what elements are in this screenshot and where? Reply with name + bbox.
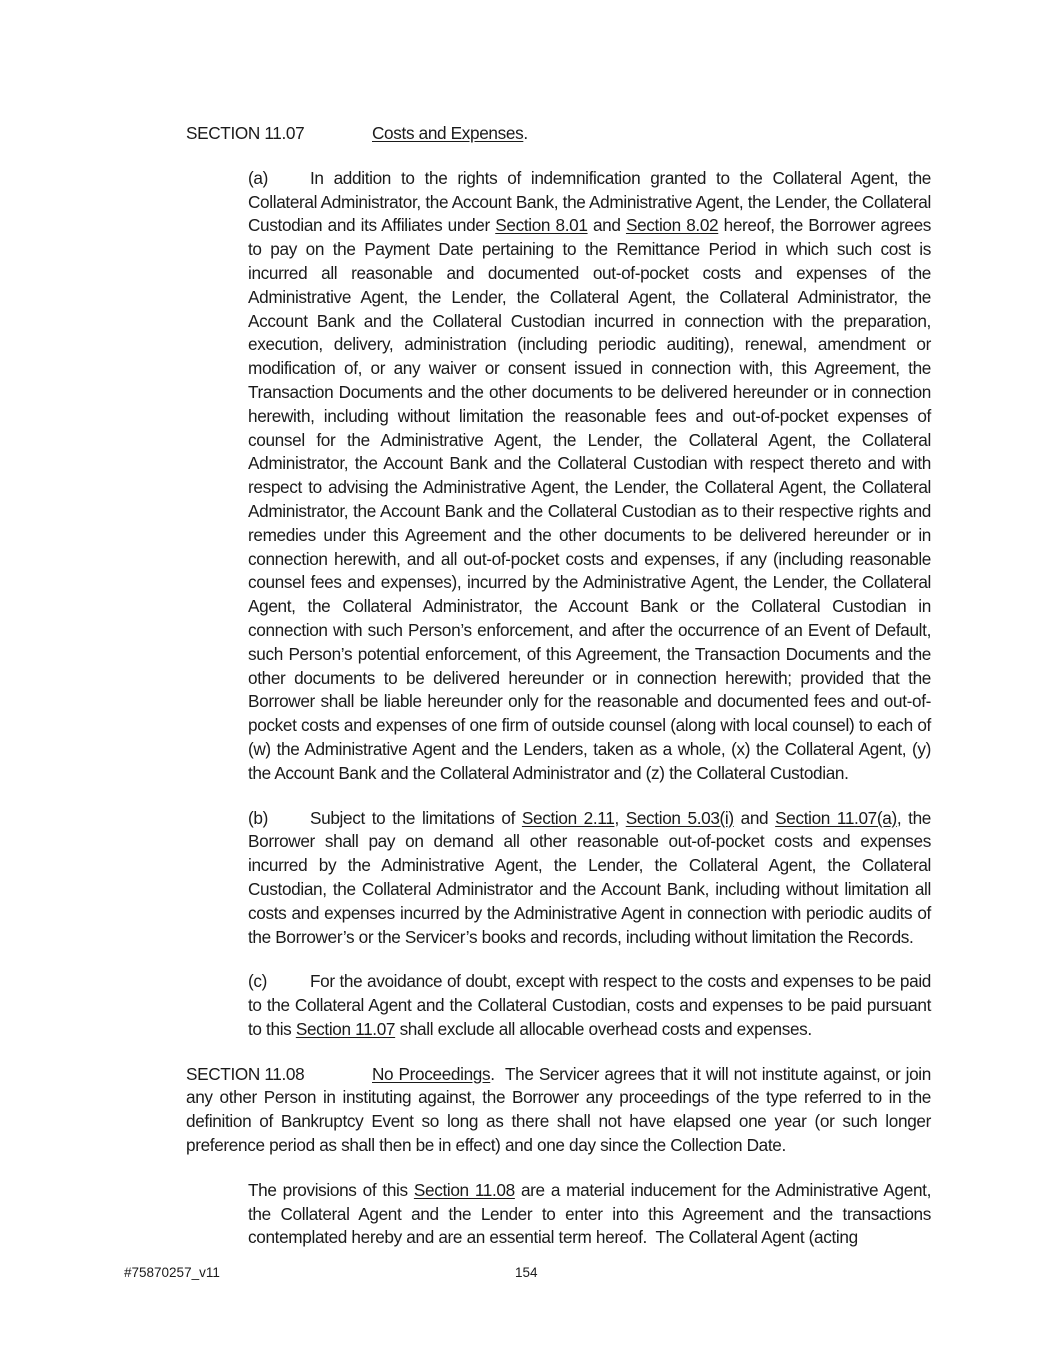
section-title: Costs and Expenses	[372, 123, 524, 143]
section-reference: Section 5.03(i)	[625, 807, 734, 828]
document-page	[124, 122, 936, 1271]
paragraph-label: (b)	[248, 807, 268, 828]
section-number: SECTION 11.08	[186, 1063, 305, 1084]
section-reference: Section 11.07(a)	[775, 807, 897, 828]
section-reference: Section 8.01	[495, 215, 588, 236]
section-11-08-paragraph-2: The provisions of this Section 11.08 are a material inducement for the Administrative Agent, the Collateral Agent and the Lender to enter into this Agreement and the transactions contemplated hereby and are an essential term hereof. The Collateral Agent (acting	[248, 1179, 936, 1248]
section-11-08: SECTION 11.08 No Proceedings. The Servicer agrees that it will not institute against, or join any other Person in instituting against, the Borrower any proceedings of the type referred to in the definition of Bankruptcy Event so long as there shall not have elapsed one year (or such longer preference period as shall then be in effect) and one day since the Collection Date.	[186, 1063, 936, 1156]
paragraph-a: (a) In addition to the rights of indemnification granted to the Collateral Agent, the Collateral Administrator, the Account Bank, the Administrative Agent, the Lender, the Collateral Custodian and its Affiliates under Section 8.01 and Section 8.02 hereof, the Borrower agrees to pay on the Payment Date pertaining to the Remittance Period in which such cost is incurred all reasonable and documented out-of-pocket costs and expenses of the Administrative Agent, the Lender, the Collateral Agent, the Collateral Administrator, the Account Bank and the Collateral Custodian incurred in connection with the preparation, execution, delivery, administration (including periodic auditing), renewal, amendment or modification of, or any waiver or consent issued in connection with, this Agreement, the Transaction Documents and the other documents to be delivered hereunder or in connection herewith, including without limitation the reasonable fees and out-of-pocket expenses of counsel for the Administrative Agent, the Lender, the Collateral Agent, the Collateral Administrator, the Account Bank and the Collateral Custodian with respect thereto and with respect to advising the Administrative Agent, the Lender, the Collateral Agent, the Collateral Administrator, the Account Bank and the Collateral Custodian as to their respective rights and remedies under this Agreement and the other documents to be delivered hereunder or in connection herewith, and all out-of-pocket costs and expenses, if any (including reasonable counsel fees and expenses), incurred by the Administrative Agent, the Lender, the Collateral Agent, the Collateral Administrator, the Account Bank or the Collateral Custodian in connection with such Person’s enforcement, and after the occurrence of an Event of Default, such Person’s potential enforcement, of this Agreement, the Transaction Documents and the other documents to be delivered hereunder or in connection herewith; provided that the Borrower shall be liable hereunder only for the reasonable and documented fees and out-of-pocket costs and expenses of one firm of outside counsel (along with local counsel) to each of (w) the Administrative Agent and the Lenders, taken as a whole, (x) the Collateral Agent, (y) the Account Bank and the Collateral Administrator and (z) the Collateral Custodian.	[248, 167, 932, 783]
document-id: #75870257_v11	[124, 1265, 220, 1280]
section-reference: Section 8.02	[625, 215, 719, 236]
paragraph-b: (b) Subject to the limitations of Section 2.11, Section 5.03(i) and Section 11.07(a), the Borrower shall pay on demand all other reasonable out-of-pocket costs and expenses incurred by the Administrative Agent, the Lender, the Collateral Agent, the Collateral Custodian, the Collateral Administrator and the Account Bank, including without limitation all costs and expenses incurred by the Administrative Agent in connection with periodic audits of the Borrower’s or the Servicer’s books and records, including without limitation the Records.	[248, 807, 931, 947]
paragraph-label: (a)	[248, 167, 268, 188]
section-title: No Proceedings	[372, 1063, 491, 1084]
section-number: SECTION 11.07	[186, 123, 305, 143]
section-11-07-heading: SECTION 11.07 Costs and Expenses.	[124, 122, 931, 146]
section-reference: Section 11.08	[413, 1179, 515, 1200]
section-reference: Section 11.07	[295, 1018, 396, 1039]
paragraph-label: (c)	[248, 971, 267, 992]
page-number: 154	[515, 1265, 538, 1280]
paragraph-c: (c) For the avoidance of doubt, except with respect to the costs and expenses to be paid to the Collateral Agent and the Collateral Custodian, costs and expenses to be paid pursuant to this Section 11.07 shall exclude all allocable overhead costs and expenses.	[248, 971, 931, 1039]
section-reference: Section 2.11	[521, 807, 615, 828]
